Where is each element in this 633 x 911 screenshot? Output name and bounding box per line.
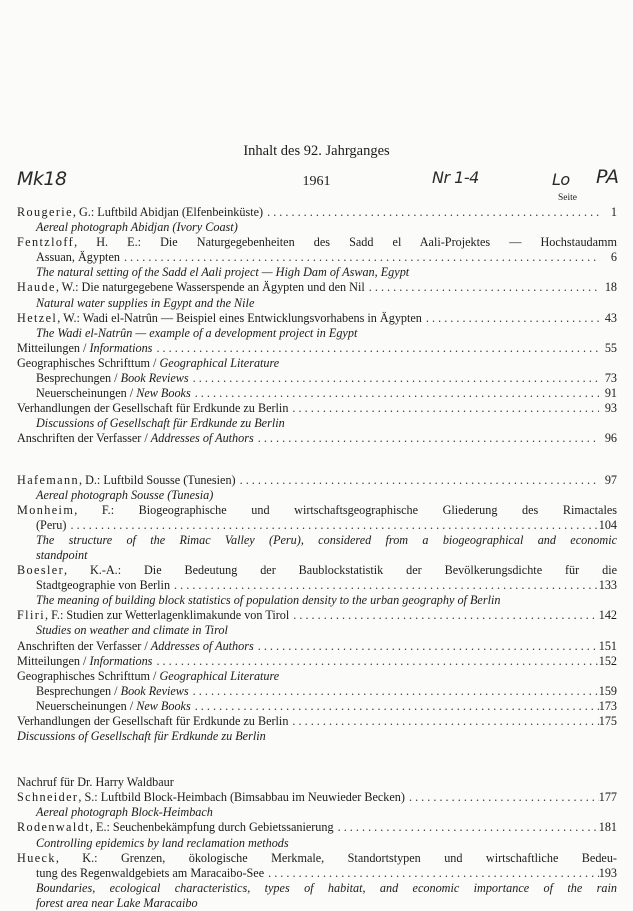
leader-dots [191, 699, 599, 714]
toc-translation-line [17, 220, 617, 235]
toc-entry-text [17, 503, 617, 517]
author-name: Hetzel [17, 310, 58, 325]
page-number: 91 [604, 386, 617, 401]
toc-translation-line [17, 548, 617, 563]
toc-entry [17, 639, 617, 654]
toc-entry [17, 790, 617, 805]
toc-entry-text [17, 669, 279, 684]
toc-entry-text [17, 563, 617, 577]
toc-entry-text [17, 235, 617, 249]
leader-dots [152, 341, 599, 356]
leader-dots [189, 684, 599, 699]
leader-dots [288, 714, 598, 729]
toc-entry [17, 205, 617, 220]
toc-entry-text [17, 356, 279, 371]
toc-entry [17, 866, 617, 881]
toc-entry [17, 654, 617, 669]
toc-entry-text: The Wadi el-Natrûn — example of a development project in Egypt [36, 325, 358, 340]
page-number: 73 [604, 371, 617, 386]
entry-english: New Books [136, 386, 191, 401]
leader-dots [152, 654, 598, 669]
leader-dots [254, 431, 599, 446]
toc-entry-text: Aereal photograph Sousse (Tunesia) [36, 487, 214, 502]
toc-translation-line [17, 729, 617, 744]
leader-dots [422, 311, 599, 326]
author-name: Rougerie [17, 205, 73, 219]
page-number: 6 [610, 250, 617, 265]
toc-entry [17, 401, 617, 416]
leader-dots [365, 280, 599, 295]
page-number: 177 [598, 790, 617, 805]
toc-entry [17, 371, 617, 386]
toc-entry-text [36, 684, 189, 699]
article-title: , W.: Die naturgegebene Wasserspende an Ägypten und den Nil [55, 280, 365, 295]
leader-dots [264, 866, 599, 881]
toc-translation-line [17, 265, 617, 280]
toc-translation-line [17, 488, 617, 503]
author-name: Hafemann [17, 472, 79, 487]
author-name: Monheim [17, 502, 75, 517]
toc-entry [17, 341, 617, 356]
entry-german: Geographisches Schrifttum / [17, 355, 160, 370]
toc-entry [17, 775, 617, 790]
page-number: 175 [598, 714, 617, 728]
leader-dots [236, 473, 599, 488]
toc-entry [17, 669, 617, 684]
article-title: , F.: Biogeographische und wirtschaftsgeographische Gliederung des Rimactales [74, 502, 617, 517]
toc-translation-line [17, 805, 617, 820]
entry-english: Book Reviews [120, 683, 189, 698]
leader-dots [120, 250, 599, 265]
entry-english: Geographical Literature [159, 668, 280, 683]
toc-entry-text: Nachruf für Dr. Harry Waldbaur [17, 775, 174, 790]
toc-entry [17, 250, 617, 265]
page-number: 18 [604, 280, 617, 295]
toc-entry [17, 473, 617, 488]
toc-entry-text [17, 311, 422, 326]
toc-entry-text: Discussions of Gesellschaft für Erdkunde zu Berlin [17, 729, 266, 744]
entry-german: Geographisches Schrifttum / [17, 668, 160, 683]
handwritten-note-right2: PA [596, 166, 619, 188]
page-number: 152 [598, 653, 617, 668]
toc-entry-text: forest area near Lake Maracaibo [36, 895, 198, 910]
leader-dots [334, 820, 599, 835]
toc-entry-text [36, 699, 191, 714]
toc-entry [17, 356, 617, 371]
table-of-contents [17, 205, 617, 911]
author-name: Schneider [17, 790, 79, 805]
toc-entry-text: Verhandlungen der Gesellschaft für Erdkunde zu Berlin [17, 401, 289, 416]
leader-dots [254, 639, 599, 654]
entry-german: Anschriften der Verfasser / [17, 638, 151, 653]
page-number: 1 [610, 205, 617, 219]
toc-entry-text: (Peru) [36, 517, 67, 532]
leader-dots [289, 608, 598, 623]
page-number: 96 [604, 431, 617, 446]
toc-entry [17, 820, 617, 835]
toc-entry [17, 608, 617, 623]
toc-entry [17, 714, 617, 729]
toc-entry-text [17, 851, 617, 865]
entry-english: Book Reviews [120, 371, 189, 386]
toc-entry [17, 431, 617, 446]
page-title: Inhalt des 92. Jahrganges [243, 143, 390, 159]
toc-translation-line [17, 593, 617, 608]
toc-entry [17, 851, 617, 866]
toc-entry-text: Assuan, Ägypten [36, 250, 120, 265]
toc-entry-text: Controlling epidemics by land reclamation methods [36, 835, 289, 850]
toc-entry-text: Studies on weather and climate in Tirol [36, 623, 228, 638]
toc-entry-text [17, 639, 254, 654]
toc-translation-line [17, 296, 617, 311]
entry-english: Informations [89, 340, 153, 355]
author-name: Hueck [17, 850, 56, 865]
entry-english: New Books [136, 698, 191, 713]
page-number: 159 [598, 683, 617, 698]
toc-entry-text [17, 654, 152, 669]
page-number: 133 [598, 578, 617, 593]
page-number: 151 [598, 638, 617, 653]
toc-translation-line [17, 416, 617, 431]
toc-entry-text [17, 820, 334, 835]
toc-section [17, 473, 617, 745]
article-title: , E.: Seuchenbekämpfung durch Gebietssanierung [89, 820, 334, 835]
toc-entry-text: Discussions of Gesellschaft für Erdkunde zu Berlin [36, 416, 285, 431]
toc-entry-text: tung des Regenwaldgebiets am Maracaibo-See [36, 865, 265, 880]
page-number: 97 [604, 472, 617, 487]
toc-entry-text [36, 386, 191, 401]
page-number: 104 [598, 517, 617, 532]
toc-entry-text: The meaning of building block statistics of population density to the urban geography of Berlin [36, 593, 501, 608]
toc-entry [17, 699, 617, 714]
article-title: , S.: Luftbild Block-Heimbach (Bimsabbau im Neuwieder Becken) [78, 790, 405, 805]
entry-english: Addresses of Authors [150, 638, 254, 653]
toc-translation-line [17, 836, 617, 851]
toc-entry-text [36, 371, 189, 386]
entry-german: Neuerscheinungen / [36, 698, 137, 713]
page-number: 181 [598, 820, 617, 835]
handwritten-note-mid: Nr 1-4 [432, 168, 479, 187]
article-title: , K.-A.: Die Bedeutung der Baublockstatistik der Bevölkerungsdichte für die [64, 563, 617, 578]
toc-entry-text [17, 205, 263, 220]
toc-section [17, 205, 617, 447]
toc-entry [17, 563, 617, 578]
toc-translation-line [17, 881, 617, 896]
author-name: Rodenwaldt [17, 820, 90, 835]
toc-translation-line [17, 896, 617, 911]
toc-entry-text: standpoint [36, 547, 88, 562]
author-name: Haude [17, 280, 56, 295]
entry-german: Neuerscheinungen / [36, 386, 137, 401]
leader-dots [288, 401, 599, 416]
toc-entry-text [17, 790, 405, 805]
handwritten-note-right1: Lo [552, 170, 570, 189]
entry-german: Anschriften der Verfasser / [17, 431, 151, 446]
toc-entry-text: Aereal photograph Block-Heimbach [36, 805, 213, 820]
leader-dots [66, 518, 598, 533]
toc-entry [17, 684, 617, 699]
toc-entry-text [17, 473, 236, 488]
toc-section [17, 775, 617, 911]
leader-dots [405, 790, 599, 805]
toc-translation-line [17, 533, 617, 548]
toc-entry-text [17, 280, 365, 295]
entry-german: Besprechungen / [36, 683, 121, 698]
toc-entry-text: The natural setting of the Sadd el Aali project — High Dam of Aswan, Egypt [36, 265, 410, 280]
article-title: , H. E.: Die Naturgegebenheiten des Sadd el Aali-Projektes — Hochstaudamm [74, 235, 617, 250]
entry-german: Besprechungen / [36, 371, 121, 386]
toc-entry-text: Aereal photograph Abidjan (Ivory Coast) [36, 220, 238, 235]
leader-dots [170, 578, 599, 593]
article-title: , W.: Wadi el-Natrûn — Beispiel eines Entwicklungsvorhabens in Ägypten [57, 310, 422, 325]
toc-entry-text: Stadtgeographie von Berlin [36, 578, 171, 593]
toc-entry [17, 311, 617, 326]
leader-dots [191, 386, 599, 401]
year-heading: 1961 [302, 174, 331, 189]
page-number: 173 [598, 698, 617, 713]
entry-german: Mitteilungen / [17, 653, 90, 668]
toc-entry [17, 578, 617, 593]
article-title: , F.: Studien zur Wetterlagenklimakunde von Tirol [45, 608, 290, 623]
article-title: , K.: Grenzen, ökologische Merkmale, Standortstypen und wirtschaftliche Bedeu- [55, 850, 617, 865]
toc-entry-text: Boundaries, ecological characteristics, types of habitat, and economic importance of the rain [36, 880, 617, 895]
page-column-label: Seite [558, 193, 577, 203]
entry-german: Mitteilungen / [17, 340, 90, 355]
author-name: Fentzloff [17, 235, 75, 250]
toc-entry-text: The structure of the Rimac Valley (Peru), considered from a biogeographical and economic [36, 532, 617, 547]
author-name: Fliri [17, 608, 45, 623]
toc-entry-text: Natural water supplies in Egypt and the Nile [36, 295, 255, 310]
toc-entry [17, 235, 617, 250]
toc-entry [17, 280, 617, 295]
toc-entry-text [17, 341, 152, 356]
toc-entry-text [17, 608, 289, 623]
toc-entry [17, 386, 617, 401]
entry-english: Geographical Literature [159, 355, 280, 370]
entry-english: Addresses of Authors [150, 431, 254, 446]
page-number: 142 [598, 608, 617, 623]
leader-dots [263, 205, 599, 220]
page-number: 193 [598, 865, 617, 880]
page-number: 93 [604, 401, 617, 416]
author-name: Boesler [17, 563, 65, 578]
page-number: 43 [604, 310, 617, 325]
toc-entry-text [17, 431, 254, 446]
toc-entry [17, 518, 617, 533]
handwritten-note-left: Mk18 [17, 168, 67, 190]
page-number: 55 [604, 340, 617, 355]
toc-translation-line [17, 623, 617, 638]
leader-dots [189, 371, 599, 386]
article-title: , D.: Luftbild Sousse (Tunesien) [78, 472, 236, 487]
entry-english: Informations [89, 653, 153, 668]
toc-translation-line [17, 326, 617, 341]
toc-entry-text: Verhandlungen der Gesellschaft für Erdkunde zu Berlin [17, 714, 289, 728]
article-title: , G.: Luftbild Abidjan (Elfenbeinküste) [72, 205, 264, 219]
toc-entry [17, 503, 617, 518]
